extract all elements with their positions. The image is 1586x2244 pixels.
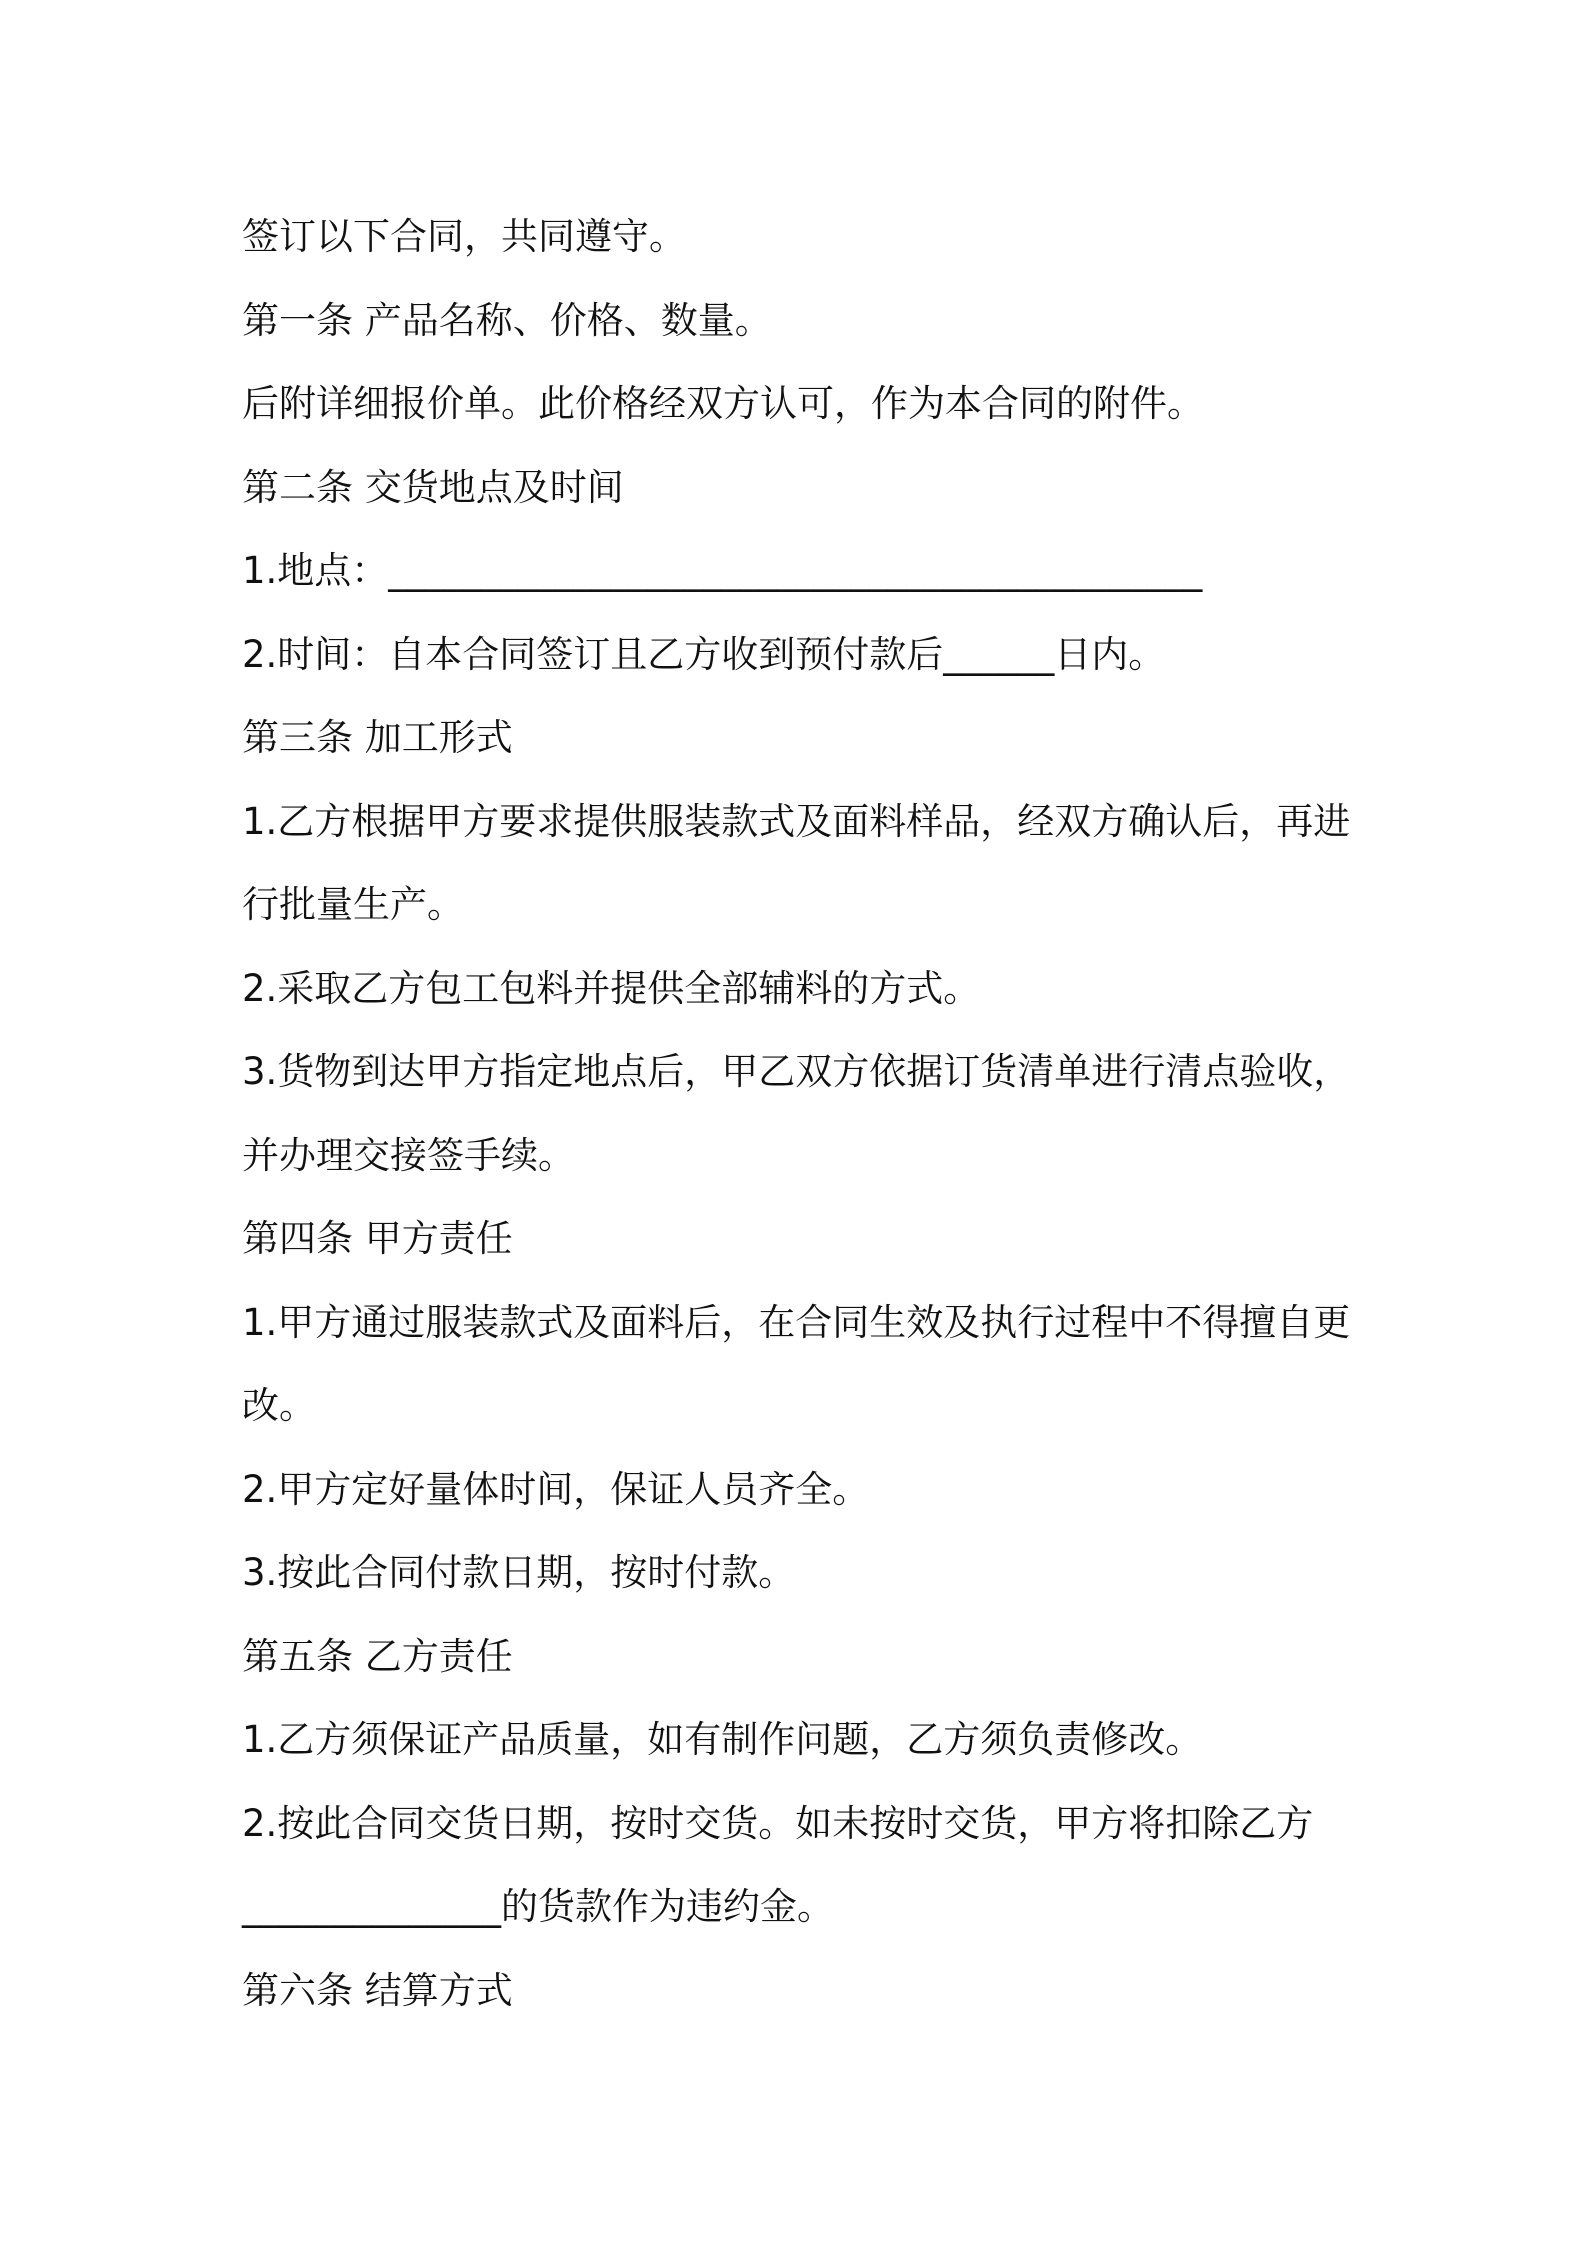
article-heading: 第四条 甲方责任	[242, 1217, 513, 1260]
article-heading: 第六条 结算方式	[242, 1968, 513, 2012]
contract-line: 1.乙方根据甲方要求提供服装款式及面料样品，经双方确认后，再进	[242, 799, 1351, 843]
contract-line: 1.乙方须保证产品质量，如有制作问题，乙方须负责修改。	[242, 1718, 1203, 1761]
contract-line: 2.采取乙方包工包料并提供全部辅料的方式。	[242, 966, 981, 1010]
contract-line: 3.货物到达甲方指定地点后，甲乙双方依据订货清单进行清点验收，	[242, 1050, 1351, 1093]
contract-line: 2.甲方定好量体时间，保证人员齐全。	[242, 1467, 870, 1511]
contract-line: 1.甲方通过服装款式及面料后，在合同生效及执行过程中不得擅自更	[242, 1300, 1351, 1344]
article-heading: 第三条 加工形式	[242, 716, 513, 759]
contract-line: 行批量生产。	[242, 883, 464, 926]
contract-line: 改。	[242, 1384, 316, 1427]
contract-line: 2.时间：自本合同签订且乙方收到预付款后______日内。	[242, 632, 1166, 676]
contract-line: ______________的货款作为违约金。	[242, 1885, 834, 1928]
article-heading: 第五条 乙方责任	[242, 1634, 513, 1678]
contract-line: 签订以下合同，共同遵守。	[242, 215, 686, 258]
contract-line: 2.按此合同交货日期，按时交货。如未按时交货，甲方将扣除乙方	[242, 1801, 1314, 1845]
contract-line: 后附详细报价单。此价格经双方认可，作为本合同的附件。	[242, 382, 1204, 425]
article-heading: 第一条 产品名称、价格、数量。	[242, 298, 772, 342]
contract-line: 并办理交接签手续。	[242, 1133, 575, 1177]
article-heading: 第二条 交货地点及时间	[242, 465, 624, 509]
contract-body	[242, 195, 1362, 2032]
contract-line: 1.地点：____________________________________________	[242, 549, 1203, 592]
contract-line: 3.按此合同付款日期，按时付款。	[242, 1551, 796, 1594]
